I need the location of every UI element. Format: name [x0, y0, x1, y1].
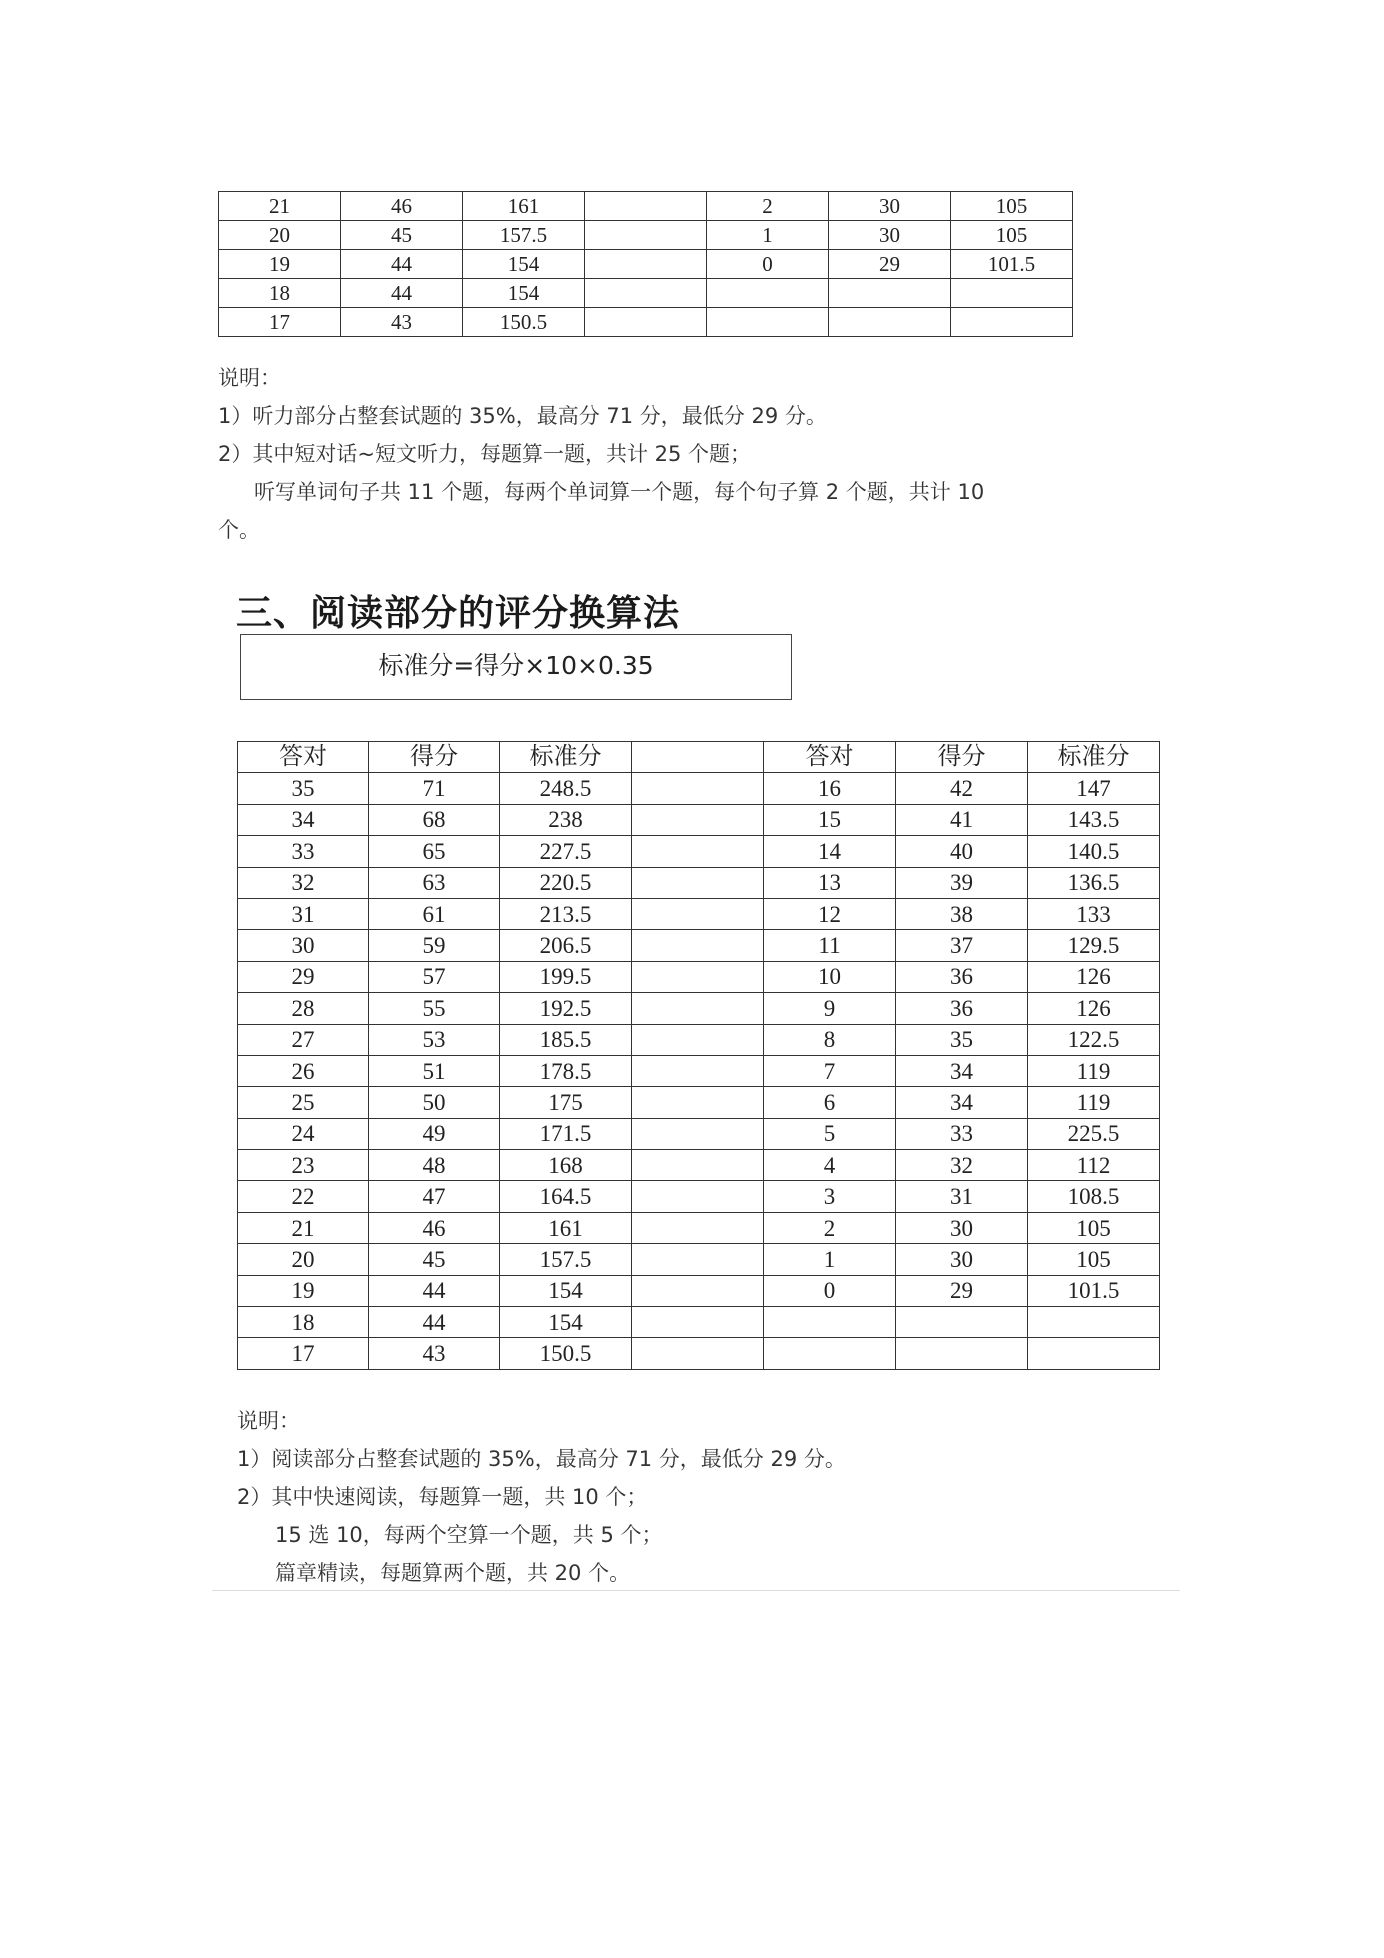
table-cell: 41 [896, 804, 1028, 835]
table-cell [632, 1118, 764, 1149]
table-cell: 143.5 [1028, 804, 1160, 835]
table-cell: 1 [707, 221, 829, 250]
header-cell [632, 742, 764, 773]
table-row [238, 1055, 1160, 1086]
table-cell: 129.5 [1028, 930, 1160, 961]
table-cell: 192.5 [500, 993, 632, 1024]
table-cell: 39 [896, 867, 1028, 898]
table-cell: 220.5 [500, 867, 632, 898]
table-cell [764, 1307, 896, 1338]
table-cell: 7 [764, 1055, 896, 1086]
table-cell: 206.5 [500, 930, 632, 961]
table-cell: 171.5 [500, 1118, 632, 1149]
header-cell: 标准分 [1028, 742, 1160, 773]
notes-title: 说明： [237, 1409, 300, 1433]
table-cell: 59 [369, 930, 500, 961]
table-header-row [238, 742, 1160, 773]
table-cell: 126 [1028, 961, 1160, 992]
table-cell: 45 [341, 221, 463, 250]
table-cell: 30 [896, 1212, 1028, 1243]
table-cell [632, 1307, 764, 1338]
table-cell [632, 1087, 764, 1118]
table-cell: 53 [369, 1024, 500, 1055]
formula-box: 标准分=得分×10×0.35 [240, 634, 792, 700]
table-cell: 57 [369, 961, 500, 992]
table-cell [585, 250, 707, 279]
table-cell: 26 [238, 1055, 369, 1086]
table-cell: 30 [829, 221, 951, 250]
notes-line: 听写单词句子共 11 个题，每两个单词算一个题，每个句子算 2 个题，共计 10 [254, 480, 985, 504]
table-row [238, 1338, 1160, 1369]
table-cell [632, 961, 764, 992]
table-cell: 34 [238, 804, 369, 835]
table-cell: 29 [238, 961, 369, 992]
table-cell: 119 [1028, 1087, 1160, 1118]
table-cell [632, 1055, 764, 1086]
notes-line: 2）其中快速阅读，每题算一题，共 10 个； [237, 1485, 648, 1509]
table-row [238, 1150, 1160, 1181]
table-cell: 8 [764, 1024, 896, 1055]
table-cell: 36 [896, 993, 1028, 1024]
table-cell: 27 [238, 1024, 369, 1055]
table-row [238, 773, 1160, 804]
table-cell: 105 [1028, 1212, 1160, 1243]
table-cell: 50 [369, 1087, 500, 1118]
notes-title: 说明： [218, 366, 281, 390]
table-cell: 32 [896, 1150, 1028, 1181]
table-cell: 10 [764, 961, 896, 992]
table-cell: 35 [896, 1024, 1028, 1055]
table-cell: 13 [764, 867, 896, 898]
table-cell: 3 [764, 1181, 896, 1212]
table-cell: 238 [500, 804, 632, 835]
table-cell: 20 [238, 1244, 369, 1275]
table-cell: 101.5 [951, 250, 1073, 279]
table-cell [632, 773, 764, 804]
table-row [238, 898, 1160, 929]
notes-line: 个。 [218, 518, 260, 542]
table-cell [632, 1150, 764, 1181]
table-cell: 21 [219, 192, 341, 221]
table-cell: 154 [463, 279, 585, 308]
table-cell: 19 [238, 1275, 369, 1306]
notes-line: 1）阅读部分占整套试题的 35%，最高分 71 分，最低分 29 分。 [237, 1447, 846, 1471]
table-row [238, 1212, 1160, 1243]
header-cell: 答对 [238, 742, 369, 773]
table-cell: 122.5 [1028, 1024, 1160, 1055]
table-cell: 22 [238, 1181, 369, 1212]
table-cell: 157.5 [463, 221, 585, 250]
table-cell: 150.5 [463, 308, 585, 337]
table-cell [632, 804, 764, 835]
table-cell: 101.5 [1028, 1275, 1160, 1306]
table-cell: 0 [764, 1275, 896, 1306]
table-cell: 105 [951, 192, 1073, 221]
table-cell: 31 [238, 898, 369, 929]
table-cell: 38 [896, 898, 1028, 929]
table-cell: 1 [764, 1244, 896, 1275]
table-cell: 161 [500, 1212, 632, 1243]
table-cell [585, 221, 707, 250]
table-cell: 61 [369, 898, 500, 929]
table-cell: 18 [219, 279, 341, 308]
table-cell [585, 308, 707, 337]
table-cell: 33 [238, 836, 369, 867]
table-cell [632, 1275, 764, 1306]
table-cell: 29 [829, 250, 951, 279]
table-cell [632, 898, 764, 929]
table-cell [632, 1338, 764, 1369]
table-cell: 15 [764, 804, 896, 835]
table-row [238, 993, 1160, 1024]
notes-line: 篇章精读，每题算两个题，共 20 个。 [275, 1561, 631, 1585]
table-row [238, 1275, 1160, 1306]
table-row [238, 836, 1160, 867]
table-cell [632, 993, 764, 1024]
table-cell: 36 [896, 961, 1028, 992]
table-cell: 65 [369, 836, 500, 867]
table-cell: 108.5 [1028, 1181, 1160, 1212]
table-row [238, 804, 1160, 835]
table-row [238, 1181, 1160, 1212]
table-cell: 42 [896, 773, 1028, 804]
table-cell: 47 [369, 1181, 500, 1212]
table-row [219, 192, 1073, 221]
table-cell: 126 [1028, 993, 1160, 1024]
table-cell [896, 1307, 1028, 1338]
notes-line: 2）其中短对话~短文听力，每题算一题，共计 25 个题； [218, 442, 752, 466]
listening-score-table [218, 191, 1073, 337]
table-cell [632, 930, 764, 961]
table-cell: 33 [896, 1118, 1028, 1149]
table-cell: 168 [500, 1150, 632, 1181]
table-cell [829, 308, 951, 337]
table-cell: 34 [896, 1087, 1028, 1118]
table-row [238, 1087, 1160, 1118]
table-cell: 68 [369, 804, 500, 835]
table-cell: 185.5 [500, 1024, 632, 1055]
table-cell: 213.5 [500, 898, 632, 929]
table-cell: 9 [764, 993, 896, 1024]
header-cell: 得分 [369, 742, 500, 773]
table-cell: 227.5 [500, 836, 632, 867]
table-cell: 30 [238, 930, 369, 961]
table-cell: 0 [707, 250, 829, 279]
table-cell [632, 867, 764, 898]
table-cell [1028, 1338, 1160, 1369]
table-row [238, 867, 1160, 898]
table-cell: 17 [219, 308, 341, 337]
table-cell: 248.5 [500, 773, 632, 804]
table-cell: 25 [238, 1087, 369, 1118]
table-cell: 4 [764, 1150, 896, 1181]
table-cell: 19 [219, 250, 341, 279]
table-row [238, 961, 1160, 992]
table-cell: 43 [341, 308, 463, 337]
table-cell: 63 [369, 867, 500, 898]
table-cell: 164.5 [500, 1181, 632, 1212]
table-cell: 150.5 [500, 1338, 632, 1369]
table-cell: 23 [238, 1150, 369, 1181]
table-row [238, 930, 1160, 961]
table-cell [632, 1181, 764, 1212]
header-cell: 答对 [764, 742, 896, 773]
table-cell: 5 [764, 1118, 896, 1149]
table-cell: 30 [896, 1244, 1028, 1275]
table-cell: 161 [463, 192, 585, 221]
table-cell: 29 [896, 1275, 1028, 1306]
table-cell [1028, 1307, 1160, 1338]
table-cell: 140.5 [1028, 836, 1160, 867]
table-cell: 154 [500, 1307, 632, 1338]
table-row [238, 1244, 1160, 1275]
table-cell: 6 [764, 1087, 896, 1118]
table-cell: 44 [369, 1307, 500, 1338]
table-cell: 154 [500, 1275, 632, 1306]
table-cell: 136.5 [1028, 867, 1160, 898]
table-cell: 2 [707, 192, 829, 221]
table-row [238, 1024, 1160, 1055]
table-cell: 133 [1028, 898, 1160, 929]
table-cell: 178.5 [500, 1055, 632, 1086]
header-cell: 得分 [896, 742, 1028, 773]
table-cell: 45 [369, 1244, 500, 1275]
table-row [219, 221, 1073, 250]
table-cell: 44 [341, 250, 463, 279]
table-cell: 105 [1028, 1244, 1160, 1275]
table-cell: 17 [238, 1338, 369, 1369]
table-cell: 32 [238, 867, 369, 898]
table-cell [632, 1024, 764, 1055]
table-cell [951, 279, 1073, 308]
table-cell: 51 [369, 1055, 500, 1086]
table-cell [585, 279, 707, 308]
notes-line: 1）听力部分占整套试题的 35%，最高分 71 分，最低分 29 分。 [218, 404, 827, 428]
table-cell: 157.5 [500, 1244, 632, 1275]
table-cell [585, 192, 707, 221]
table-cell: 18 [238, 1307, 369, 1338]
table-cell: 119 [1028, 1055, 1160, 1086]
table-cell: 24 [238, 1118, 369, 1149]
table-cell: 30 [829, 192, 951, 221]
table-cell: 199.5 [500, 961, 632, 992]
table-cell: 11 [764, 930, 896, 961]
reading-score-table [237, 741, 1160, 1370]
notes-line: 15 选 10，每两个空算一个题，共 5 个； [275, 1523, 663, 1547]
table-cell: 175 [500, 1087, 632, 1118]
table-cell: 44 [369, 1275, 500, 1306]
table-cell: 154 [463, 250, 585, 279]
table-cell [632, 836, 764, 867]
table-cell: 46 [369, 1212, 500, 1243]
table-cell: 44 [341, 279, 463, 308]
table-cell: 43 [369, 1338, 500, 1369]
table-cell [829, 279, 951, 308]
table-cell: 12 [764, 898, 896, 929]
table-row [219, 250, 1073, 279]
page-divider [212, 1590, 1180, 1591]
table-cell: 46 [341, 192, 463, 221]
table-cell: 14 [764, 836, 896, 867]
table-cell [896, 1338, 1028, 1369]
section-heading: 三、阅读部分的评分换算法 [236, 593, 681, 634]
table-cell [632, 1244, 764, 1275]
table-row [219, 279, 1073, 308]
table-cell: 37 [896, 930, 1028, 961]
table-cell [707, 279, 829, 308]
table-row [219, 308, 1073, 337]
table-cell: 2 [764, 1212, 896, 1243]
table-cell: 40 [896, 836, 1028, 867]
table-cell [632, 1212, 764, 1243]
table-cell: 225.5 [1028, 1118, 1160, 1149]
table-cell [951, 308, 1073, 337]
table-cell: 20 [219, 221, 341, 250]
table-cell: 31 [896, 1181, 1028, 1212]
table-cell: 112 [1028, 1150, 1160, 1181]
table-cell: 16 [764, 773, 896, 804]
table-cell: 48 [369, 1150, 500, 1181]
table-row [238, 1307, 1160, 1338]
table-cell: 147 [1028, 773, 1160, 804]
table-cell: 34 [896, 1055, 1028, 1086]
table-cell: 21 [238, 1212, 369, 1243]
table-cell: 105 [951, 221, 1073, 250]
table-row [238, 1118, 1160, 1149]
table-cell: 28 [238, 993, 369, 1024]
header-cell: 标准分 [500, 742, 632, 773]
table-cell [764, 1338, 896, 1369]
table-cell: 71 [369, 773, 500, 804]
table-cell: 55 [369, 993, 500, 1024]
table-cell: 35 [238, 773, 369, 804]
table-cell [707, 308, 829, 337]
table-cell: 49 [369, 1118, 500, 1149]
